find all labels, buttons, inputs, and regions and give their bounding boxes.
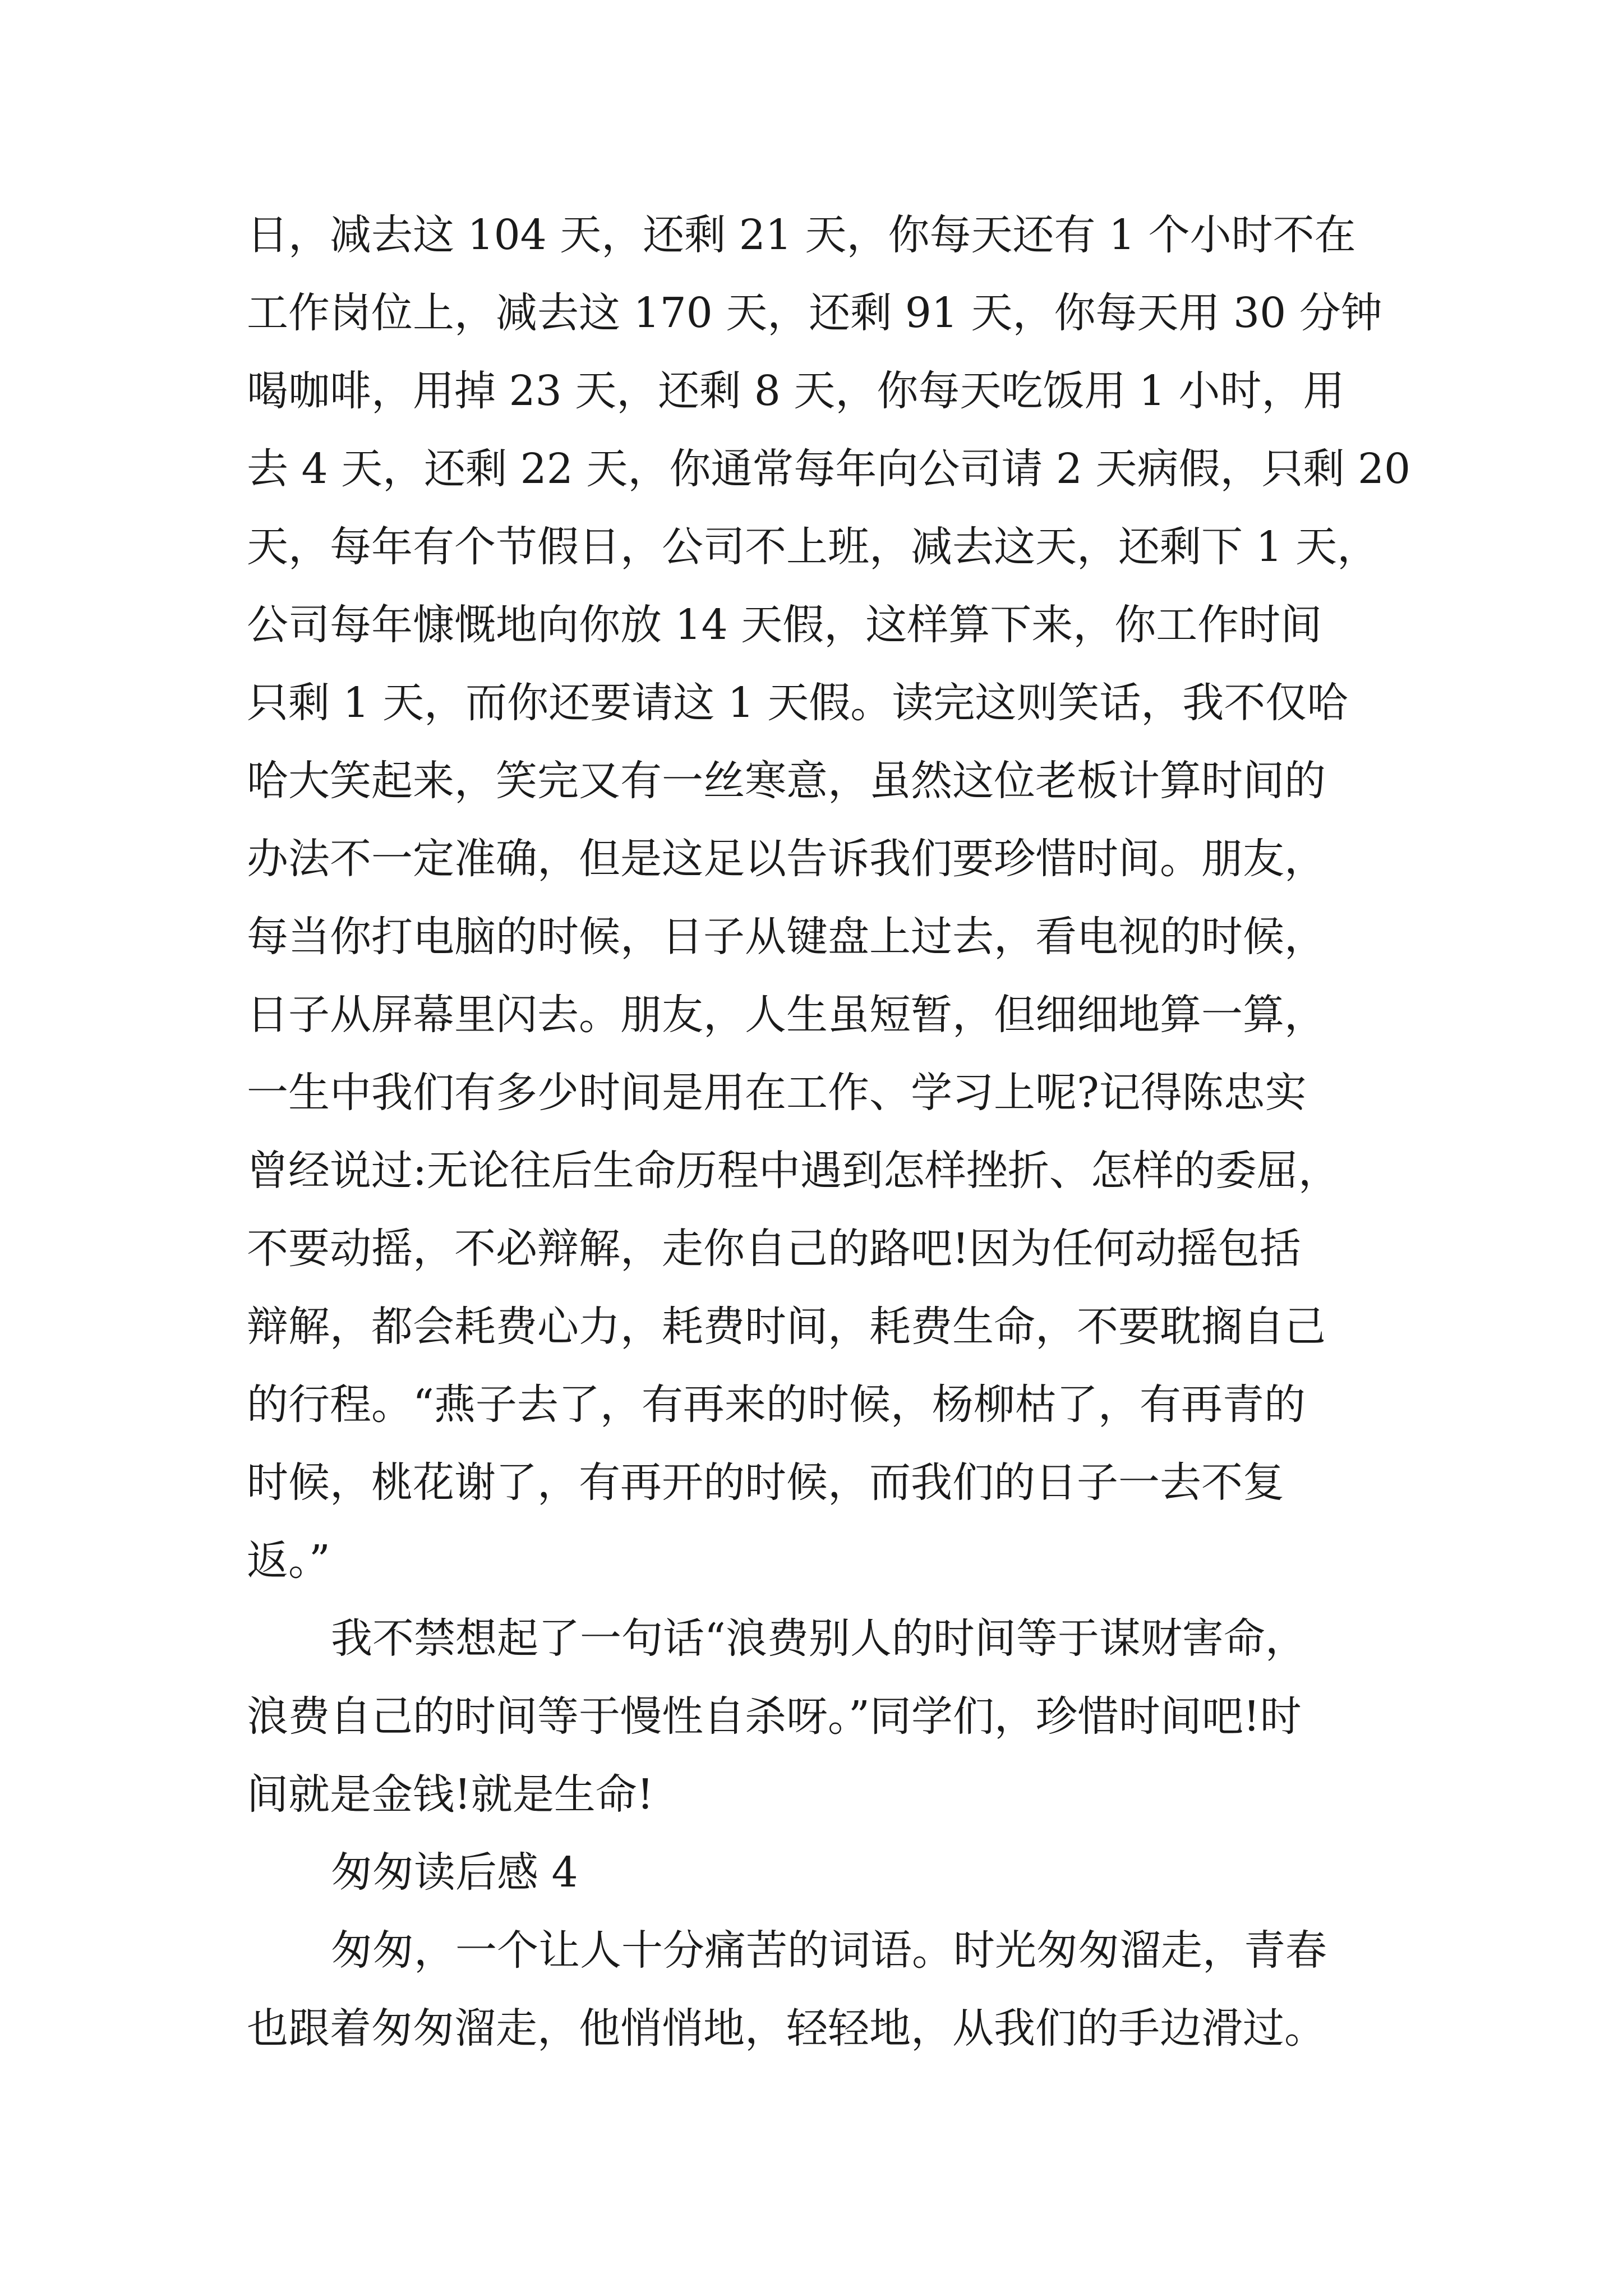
text-line: 工作岗位上，减去这 170 天，还剩 91 天，你每天用 30 分钟 [247, 289, 1382, 337]
text-line: 只剩 1 天，而你还要请这 1 天假。读完这则笑话，我不仅哈 [247, 679, 1349, 727]
text-line: 时候，桃花谢了，有再开的时候，而我们的日子一去不复 [247, 1458, 1284, 1507]
paragraph-start-line: 匆匆，一个让人十分痛苦的词语。时光匆匆溜走，青春 [331, 1926, 1327, 1975]
text-line: 日子从屏幕里闪去。朋友，人生虽短暂，但细细地算一算， [247, 991, 1326, 1039]
text-line: 哈大笑起来，笑完又有一丝寒意，虽然这位老板计算时间的 [247, 757, 1326, 805]
text-line: 每当你打电脑的时候，日子从键盘上过去，看电视的时候， [247, 913, 1326, 961]
section-heading: 匆匆读后感 4 [331, 1848, 578, 1897]
text-line: 返。” [247, 1536, 330, 1585]
paragraph-start-line: 我不禁想起了一句话“浪费别人的时间等于谋财害命， [331, 1614, 1307, 1663]
text-line: 喝咖啡，用掉 23 天，还剩 8 天，你每天吃饭用 1 小时，用 [247, 367, 1345, 415]
text-line: 辩解，都会耗费心力，耗费时间，耗费生命，不要耽搁自己 [247, 1303, 1326, 1351]
text-line: 办法不一定准确，但是这足以告诉我们要珍惜时间。朋友， [247, 835, 1326, 883]
text-line: 也跟着匆匆溜走，他悄悄地，轻轻地，从我们的手边滑过。 [247, 2004, 1326, 2053]
text-line: 一生中我们有多少时间是用在工作、学习上呢?记得陈忠实 [247, 1069, 1307, 1117]
text-line: 曾经说过:无论往后生命历程中遇到怎样挫折、怎样的委屈， [247, 1147, 1340, 1195]
text-line: 天，每年有个节假日，公司不上班，减去这天，还剩下 1 天， [247, 523, 1379, 571]
text-line: 公司每年慷慨地向你放 14 天假，这样算下来，你工作时间 [247, 601, 1322, 649]
text-line: 去 4 天，还剩 22 天，你通常每年向公司请 2 天病假，只剩 20 [247, 445, 1411, 493]
text-line: 日，减去这 104 天，还剩 21 天，你每天还有 1 个小时不在 [247, 211, 1356, 259]
text-line: 浪费自己的时间等于慢性自杀呀。”同学们，珍惜时间吧!时 [247, 1692, 1302, 1741]
text-line: 的行程。“燕子去了，有再来的时候，杨柳枯了，有再青的 [247, 1381, 1306, 1429]
text-line: 间就是金钱!就是生命! [247, 1770, 654, 1819]
body-text [247, 196, 1411, 2068]
text-line: 不要动摇，不必辩解，走你自己的路吧!因为任何动摇包括 [247, 1225, 1301, 1273]
